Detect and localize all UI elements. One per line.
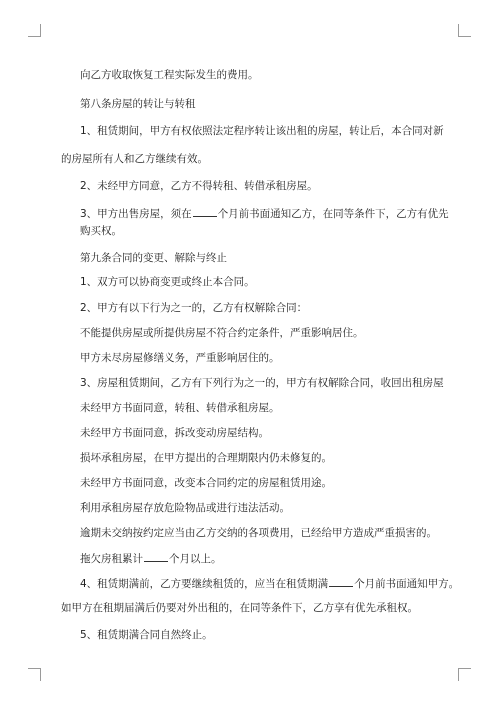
paragraph-line: 损坏承租房屋，在甲方提出的合理期限内仍未修复的。 [80, 452, 332, 464]
text-segment: 3、甲方出售房屋，须在 [80, 208, 192, 220]
paragraph-line: 不能提供房屋或所提供房屋不符合约定条件，严重影响居住。 [80, 327, 364, 339]
paragraph-line: 1、租赁期间，甲方有权依照法定程序转让该出租的房屋，转让后，本合同对新 [80, 125, 444, 137]
paragraph-line: 2、未经甲方同意，乙方不得转租、转借承租房屋。 [80, 180, 318, 192]
paragraph-line: 2、甲方有以下行为之一的，乙方有权解除合同： [80, 302, 308, 314]
paragraph-line: 如甲方在租期届满后仍要对外出租的，在同等条件下，乙方享有优先承租权。 [61, 602, 418, 614]
paragraph-line: 未经甲方书面同意，拆改变动房屋结构。 [80, 427, 269, 439]
paragraph-line: 未经甲方书面同意，转租、转借承租房屋。 [80, 402, 280, 414]
text-segment: 个月前书面通知甲方。 [354, 578, 460, 590]
section-heading: 第九条合同的变更、解除与终止 [80, 252, 227, 264]
fill-in-blank [193, 206, 217, 217]
paragraph-line: 逾期未交纳按约定应当由乙方交纳的各项费用，已经给甲方造成严重损害的。 [80, 527, 437, 539]
paragraph-line: 未经甲方书面同意，改变本合同约定的房屋租赁用途。 [80, 477, 332, 489]
section-heading: 第八条房屋的转让与转租 [80, 98, 196, 110]
paragraph-line: 甲方未尽房屋修缮义务，严重影响居住的。 [80, 352, 280, 364]
paragraph-line [80, 206, 449, 221]
paragraph-line: 5、租赁期满合同自然终止。 [80, 629, 213, 641]
paragraph-line [80, 576, 459, 591]
fill-in-blank [329, 576, 353, 587]
paragraph-line: 1、双方可以协商变更或终止本合同。 [80, 276, 255, 288]
text-segment: 拖欠房租累计 [80, 553, 143, 565]
paragraph-line [80, 551, 222, 566]
text-segment: 4、租赁期满前，乙方要继续租赁的，应当在租赁期满 [80, 578, 329, 590]
paragraph-line: 向乙方收取恢复工程实际发生的费用。 [80, 69, 259, 81]
paragraph-line: 3、房屋租赁期间，乙方有下列行为之一的，甲方有权解除合同，收回出租房屋 [80, 377, 444, 389]
fill-in-blank [144, 551, 168, 562]
text-segment: 个月以上。 [169, 553, 222, 565]
text-segment: 个月前书面通知乙方，在同等条件下，乙方有优先 [217, 208, 449, 220]
paragraph-line: 的房屋所有人和乙方继续有效。 [61, 153, 208, 165]
paragraph-line: 购买权。 [80, 225, 122, 237]
paragraph-line: 利用承租房屋存放危险物品或进行违法活动。 [80, 502, 290, 514]
